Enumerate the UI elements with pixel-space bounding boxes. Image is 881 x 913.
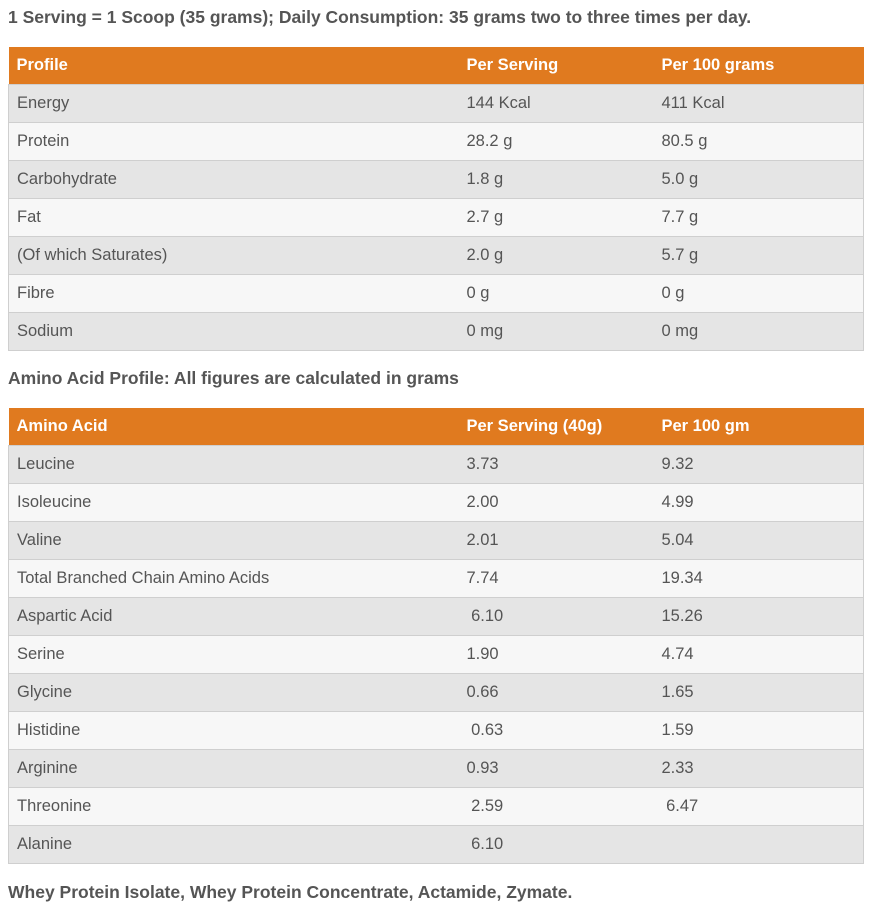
per-100-value: 80.5 g <box>654 123 864 161</box>
amino-acid-name: Histidine <box>9 712 459 750</box>
per-100-value: 6.47 <box>654 788 864 826</box>
per-serving-value: 1.8 g <box>459 161 654 199</box>
amino-acid-body <box>9 446 864 864</box>
header-row <box>9 47 864 85</box>
per-serving-value: 6.10 <box>459 826 654 864</box>
amino-acid-name: Isoleucine <box>9 484 459 522</box>
table-row <box>9 560 864 598</box>
table-row <box>9 237 864 275</box>
table-row <box>9 161 864 199</box>
header-cell-profile: Profile <box>9 47 459 85</box>
amino-acid-name: Valine <box>9 522 459 560</box>
per-100-value: 4.99 <box>654 484 864 522</box>
per-serving-value: 0 mg <box>459 313 654 351</box>
per-100-value: 0 g <box>654 275 864 313</box>
per-100-value: 0 mg <box>654 313 864 351</box>
amino-acid-name: Alanine <box>9 826 459 864</box>
amino-acid-header <box>9 408 864 446</box>
table-row <box>9 446 864 484</box>
table-row <box>9 712 864 750</box>
table-row <box>9 199 864 237</box>
amino-acid-name: Threonine <box>9 788 459 826</box>
table-row <box>9 598 864 636</box>
nutrition-profile-body <box>9 85 864 351</box>
table-row <box>9 522 864 560</box>
per-serving-value: 0.66 <box>459 674 654 712</box>
table-row <box>9 123 864 161</box>
amino-acid-heading: Amino Acid Profile: All figures are calculated in grams <box>8 368 459 388</box>
amino-acid-name: Arginine <box>9 750 459 788</box>
per-serving-value: 7.74 <box>459 560 654 598</box>
per-100-value <box>654 826 864 864</box>
table-row <box>9 788 864 826</box>
header-cell-per-100-gm: Per 100 gm <box>654 408 864 446</box>
amino-acid-name: Leucine <box>9 446 459 484</box>
table-row <box>9 674 864 712</box>
serving-heading: 1 Serving = 1 Scoop (35 grams); Daily Consumption: 35 grams two to three times per day. <box>8 7 752 27</box>
header-cell-per-serving: Per Serving <box>459 47 654 85</box>
amino-acid-table <box>8 408 864 864</box>
per-serving-value: 2.01 <box>459 522 654 560</box>
nutrition-profile-header <box>9 47 864 85</box>
per-100-value: 2.33 <box>654 750 864 788</box>
per-100-value: 5.7 g <box>654 237 864 275</box>
per-serving-value: 2.59 <box>459 788 654 826</box>
table-row <box>9 826 864 864</box>
per-serving-value: 28.2 g <box>459 123 654 161</box>
header-cell-per-100-grams: Per 100 grams <box>654 47 864 85</box>
table-row <box>9 85 864 123</box>
amino-acid-name: Aspartic Acid <box>9 598 459 636</box>
per-100-value: 4.74 <box>654 636 864 674</box>
per-serving-value: 144 Kcal <box>459 85 654 123</box>
amino-acid-name: Total Branched Chain Amino Acids <box>9 560 459 598</box>
per-100-value: 15.26 <box>654 598 864 636</box>
nutrient-name: Fat <box>9 199 459 237</box>
ingredients-text: Whey Protein Isolate, Whey Protein Concentrate, Actamide, Zymate. <box>8 882 573 902</box>
per-100-value: 9.32 <box>654 446 864 484</box>
table-row <box>9 750 864 788</box>
table-row <box>9 313 864 351</box>
nutrient-name: Sodium <box>9 313 459 351</box>
per-serving-value: 0 g <box>459 275 654 313</box>
nutrient-name: Protein <box>9 123 459 161</box>
per-serving-value: 2.0 g <box>459 237 654 275</box>
nutrient-name: Energy <box>9 85 459 123</box>
per-serving-value: 2.00 <box>459 484 654 522</box>
per-serving-value: 0.93 <box>459 750 654 788</box>
nutrient-name: Carbohydrate <box>9 161 459 199</box>
nutrient-name: Fibre <box>9 275 459 313</box>
per-100-value: 1.65 <box>654 674 864 712</box>
table-row <box>9 484 864 522</box>
table-row <box>9 275 864 313</box>
header-cell-per-serving: Per Serving (40g) <box>459 408 654 446</box>
header-cell-amino-acid: Amino Acid <box>9 408 459 446</box>
per-serving-value: 0.63 <box>459 712 654 750</box>
nutrition-profile-table <box>8 47 864 351</box>
per-serving-value: 6.10 <box>459 598 654 636</box>
per-100-value: 411 Kcal <box>654 85 864 123</box>
per-100-value: 5.04 <box>654 522 864 560</box>
amino-acid-name: Serine <box>9 636 459 674</box>
per-100-value: 7.7 g <box>654 199 864 237</box>
per-serving-value: 1.90 <box>459 636 654 674</box>
per-100-value: 1.59 <box>654 712 864 750</box>
per-100-value: 19.34 <box>654 560 864 598</box>
nutrient-name: (Of which Saturates) <box>9 237 459 275</box>
per-serving-value: 2.7 g <box>459 199 654 237</box>
table-row <box>9 636 864 674</box>
amino-acid-name: Glycine <box>9 674 459 712</box>
header-row <box>9 408 864 446</box>
per-100-value: 5.0 g <box>654 161 864 199</box>
per-serving-value: 3.73 <box>459 446 654 484</box>
